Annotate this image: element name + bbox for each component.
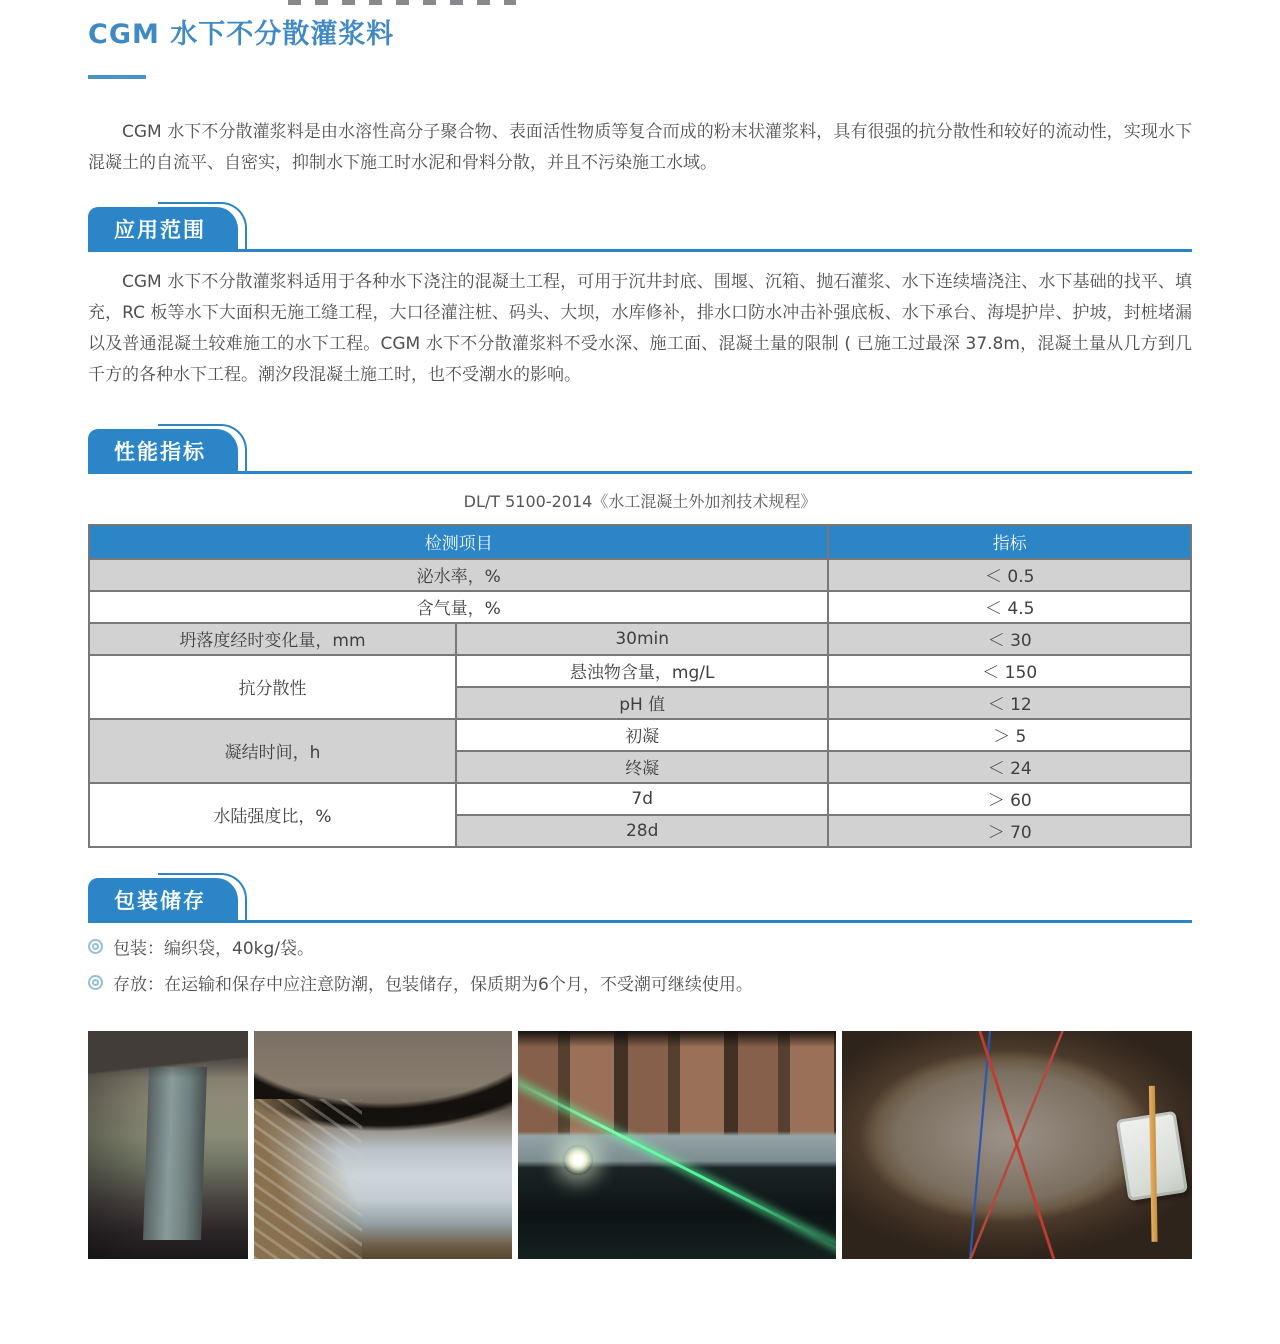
page-title: CGM 水下不分散灌浆料 [88,19,395,50]
performance-table-body [89,525,1191,847]
table-cell: 初凝 [456,719,828,751]
performance-table [88,524,1192,848]
table-row [89,559,1191,591]
photo-cofferdam-pit [842,1031,1192,1259]
table-cell: 30min [456,623,828,655]
table-cell: 28d [456,815,828,847]
photo-pier-base-jacket [254,1031,512,1259]
intro-paragraph: CGM 水下不分散灌浆料是由水溶性高分子聚合物、表面活性物质等复合而成的粉末状灌浆料，具有很强的抗分散性和较好的流动性，实现水下混凝土的自流平、自密实，抑制水下施工时水泥和骨料分散，并且不污染施工水域。 [88,122,1192,173]
table-header-cell: 检测项目 [89,525,828,559]
table-cell: 含气量，% [89,591,828,623]
section-tab-application: 应用范围 [88,207,238,252]
table-row [89,655,1191,687]
table-row [89,719,1191,751]
table-cell: ＜ 150 [828,655,1191,687]
table-cell: ＜ 24 [828,751,1191,783]
table-cell: 悬浊物含量，mg/L [456,655,828,687]
section-header-storage [88,880,1192,923]
table-cell: 7d [456,783,828,815]
table-cell: ＞ 60 [828,783,1191,815]
table-cell: ＜ 0.5 [828,559,1191,591]
table-cell: ＞ 5 [828,719,1191,751]
table-cell: 终凝 [456,751,828,783]
page-content [88,0,1192,1259]
table-cell: 坍落度经时变化量，mm [89,623,456,655]
table-cell: ＜ 12 [828,687,1191,719]
double-circle-bullet-icon [88,939,103,954]
section-tab-storage: 包装储存 [88,878,238,923]
standard-reference: DL/T 5100-2014《水工混凝土外加剂技术规程》 [463,491,817,511]
table-cell: ＜ 4.5 [828,591,1191,623]
site-photo-strip [88,1031,1192,1259]
table-cell: ＜ 30 [828,623,1191,655]
photo-bridge-pier-column [88,1031,248,1259]
table-cell: ＞ 70 [828,815,1191,847]
table-row [89,525,1191,559]
table-cell: 水陆强度比，% [89,783,456,847]
table-cell: 凝结时间，h [89,719,456,783]
application-paragraph: CGM 水下不分散灌浆料适用于各种水下浇注的混凝土工程，可用于沉井封底、围堰、沉箱、抛石灌浆、水下连续墙浇注、水下基础的找平、填充，RC 板等水下大面积无施工缝工程，大口径灌注桩、码头、大坝，水库修补，排水口防水冲击补强底板、水下承台、海堤护岸、护坡，封桩堵漏以及普通混凝土较难施工的水下工程。CGM 水下不分散灌浆料不受水深、施工面、混凝土量的限制 ( 已施工过最深 37.8m，混凝土量从几方到几千方的各种水下工程。潮汐段混凝土施工时，也不受潮水的影响。 [88,271,1192,385]
table-row [89,783,1191,815]
table-row [89,591,1191,623]
title-underline [88,75,146,79]
storage-keeping-text: 存放：在运输和保存中应注意防潮，包装储存，保质期为6个月，不受潮可继续使用。 [113,974,753,995]
table-header-cell: 指标 [828,525,1191,559]
storage-list [88,934,1192,995]
photo-night-piers-laser [518,1031,836,1259]
section-header-performance [88,431,1192,474]
table-cell: 泌水率，% [89,559,828,591]
table-cell: 抗分散性 [89,655,456,719]
table-cell: pH 值 [456,687,828,719]
double-circle-bullet-icon [88,975,103,990]
photo-white-tray [1116,1111,1188,1201]
section-header-application [88,209,1192,252]
list-item [88,934,1192,959]
storage-packaging-text: 包装：编织袋，40kg/袋。 [113,938,314,959]
list-item [88,970,1192,995]
section-tab-performance: 性能指标 [88,429,238,474]
table-row [89,623,1191,655]
